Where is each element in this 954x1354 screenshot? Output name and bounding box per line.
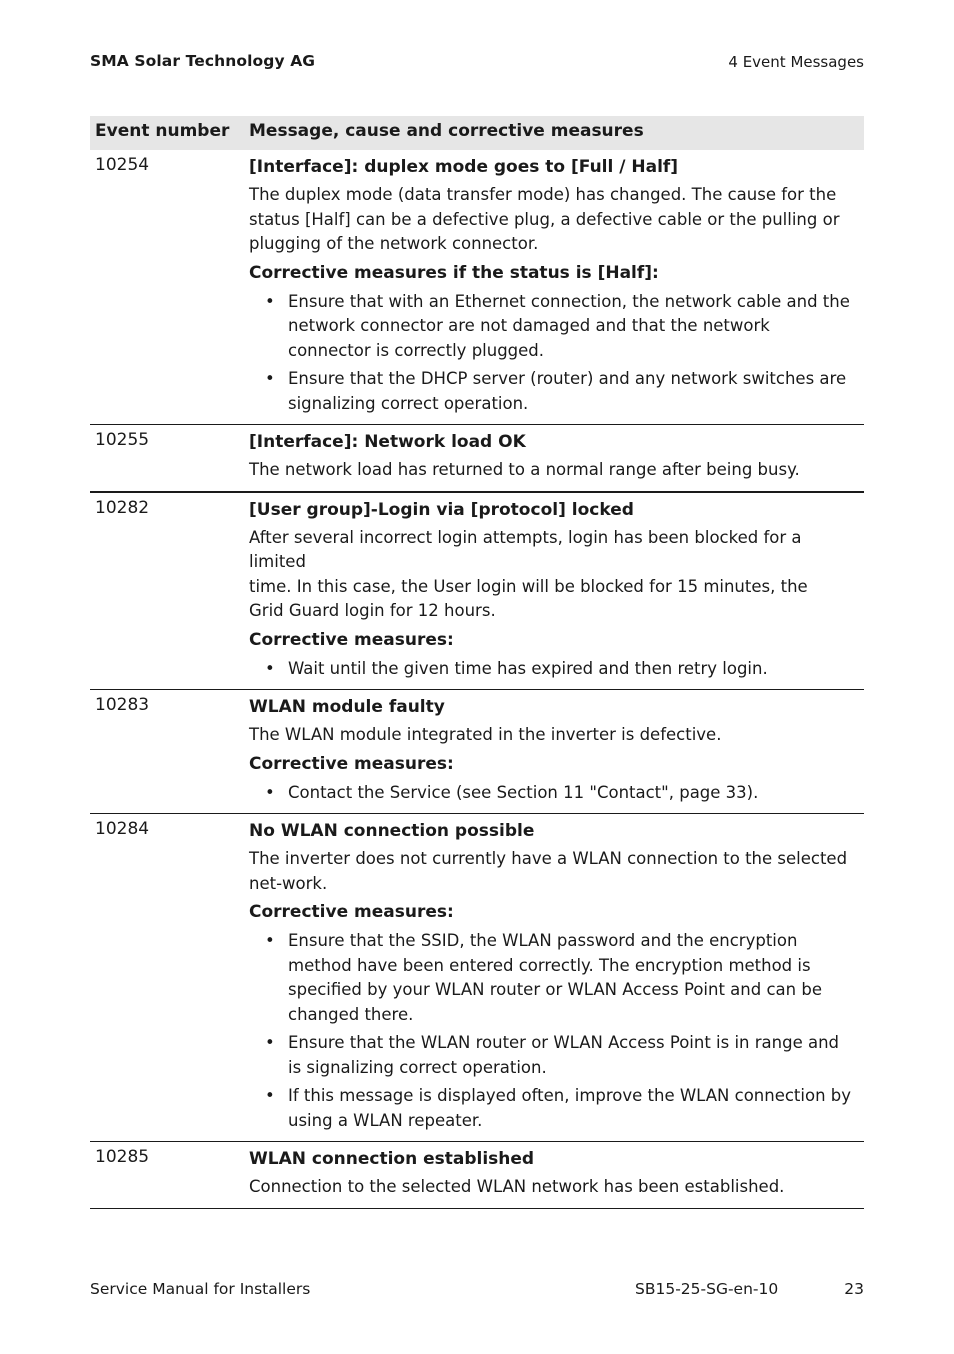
measures-list [249, 781, 856, 806]
event-content [249, 690, 864, 813]
event-title: [User group]-Login via [protocol] locked [249, 499, 634, 520]
event-description [249, 526, 856, 624]
event-content [249, 814, 864, 1141]
event-title: No WLAN connection possible [249, 821, 535, 841]
table-row [90, 690, 864, 814]
event-description: The WLAN module integrated in the inverter is defective. [249, 725, 722, 744]
bullet-icon: • [265, 782, 275, 802]
event-description: The network load has returned to a normal range after being busy. [249, 460, 800, 479]
event-title: [Interface]: Network load OK [249, 432, 526, 452]
event-number: 10283 [95, 695, 150, 715]
bullet-icon: • [265, 291, 275, 311]
list-item-text: If this message is displayed often, improve the WLAN connection by using a WLAN repeater. [288, 1086, 852, 1130]
list-item-text: Ensure that with an Ethernet connection, the network cable and the network connector are not damaged and that the network connector is correctly plugged. [288, 291, 850, 360]
event-title: [Interface]: duplex mode goes to [Full / Half] [249, 157, 679, 177]
column-header-message: Message, cause and corrective measures [249, 121, 644, 141]
page-header [90, 50, 864, 74]
measures-list [249, 290, 856, 417]
bullet-icon: • [265, 931, 275, 950]
column-header-event-number: Event number [95, 121, 230, 141]
list-item-text: Wait until the given time has expired and then retry login. [288, 658, 768, 678]
list-item [249, 929, 856, 1027]
measures-heading: Corrective measures: [249, 902, 454, 922]
list-item [249, 781, 856, 806]
measures-heading: Corrective measures: [249, 629, 454, 650]
table-header [90, 116, 864, 150]
event-content [249, 150, 864, 424]
table-row [90, 814, 864, 1142]
event-number: 10254 [95, 155, 150, 175]
measures-heading: Corrective measures: [249, 753, 454, 774]
list-item [249, 290, 856, 364]
chapter-title: 4 Event Messages [728, 53, 864, 71]
description-line: After several incorrect login attempts, login has been blocked for a limited [249, 527, 802, 571]
bullet-icon: • [265, 1033, 275, 1052]
event-number: 10285 [95, 1147, 150, 1167]
description-line: Grid Guard login for 12 hours. [249, 601, 496, 620]
bullet-icon: • [265, 658, 275, 678]
page-number: 23 [844, 1280, 864, 1298]
table-row [90, 1142, 864, 1209]
manual-title: Service Manual for Installers [90, 1280, 311, 1298]
event-title: WLAN connection established [249, 1149, 535, 1169]
measures-list [249, 657, 856, 682]
event-description: The inverter does not currently have a WLAN connection to the selected net-work. [249, 849, 848, 893]
list-item [249, 657, 856, 682]
list-item-text: Ensure that the DHCP server (router) and any network switches are signalizing correct operation. [288, 369, 847, 413]
event-content [249, 493, 864, 690]
event-description: Connection to the selected WLAN network has been established. [249, 1177, 785, 1196]
bullet-icon: • [265, 369, 275, 388]
measures-heading: Corrective measures if the status is [Half]: [249, 262, 659, 283]
table-row [90, 150, 864, 425]
event-content [249, 425, 864, 491]
event-content [249, 1142, 864, 1208]
table-row [90, 425, 864, 493]
list-item-text: Ensure that the WLAN router or WLAN Access Point is in range and is signalizing correct operation. [288, 1033, 840, 1077]
event-number: 10282 [95, 497, 150, 518]
event-number: 10255 [95, 430, 150, 450]
bullet-icon: • [265, 1086, 275, 1105]
event-title: WLAN module faulty [249, 697, 445, 717]
event-description: The duplex mode (data transfer mode) has changed. The cause for the status [Half] can be a defective plug, a defective cable or the pulling or plugging of the network connector. [249, 185, 840, 253]
table-row [90, 493, 864, 691]
description-line: time. In this case, the User login will be blocked for 15 minutes, the [249, 576, 808, 596]
company-name: SMA Solar Technology AG [90, 52, 316, 70]
event-number: 10284 [95, 819, 150, 839]
page-footer [90, 1280, 864, 1304]
measures-list [249, 929, 856, 1133]
list-item [249, 367, 856, 416]
list-item-text: Contact the Service (see Section 11 "Contact", page 33). [288, 782, 759, 802]
list-item [249, 1084, 856, 1133]
list-item-text: Ensure that the SSID, the WLAN password and the encryption method have been entered correctly. The encryption method is specified by your WLAN router or WLAN Access Point and can be changed there. [288, 931, 822, 1024]
event-table [90, 116, 864, 1209]
list-item [249, 1031, 856, 1080]
document-id: SB15-25-SG-en-10 [635, 1280, 779, 1298]
